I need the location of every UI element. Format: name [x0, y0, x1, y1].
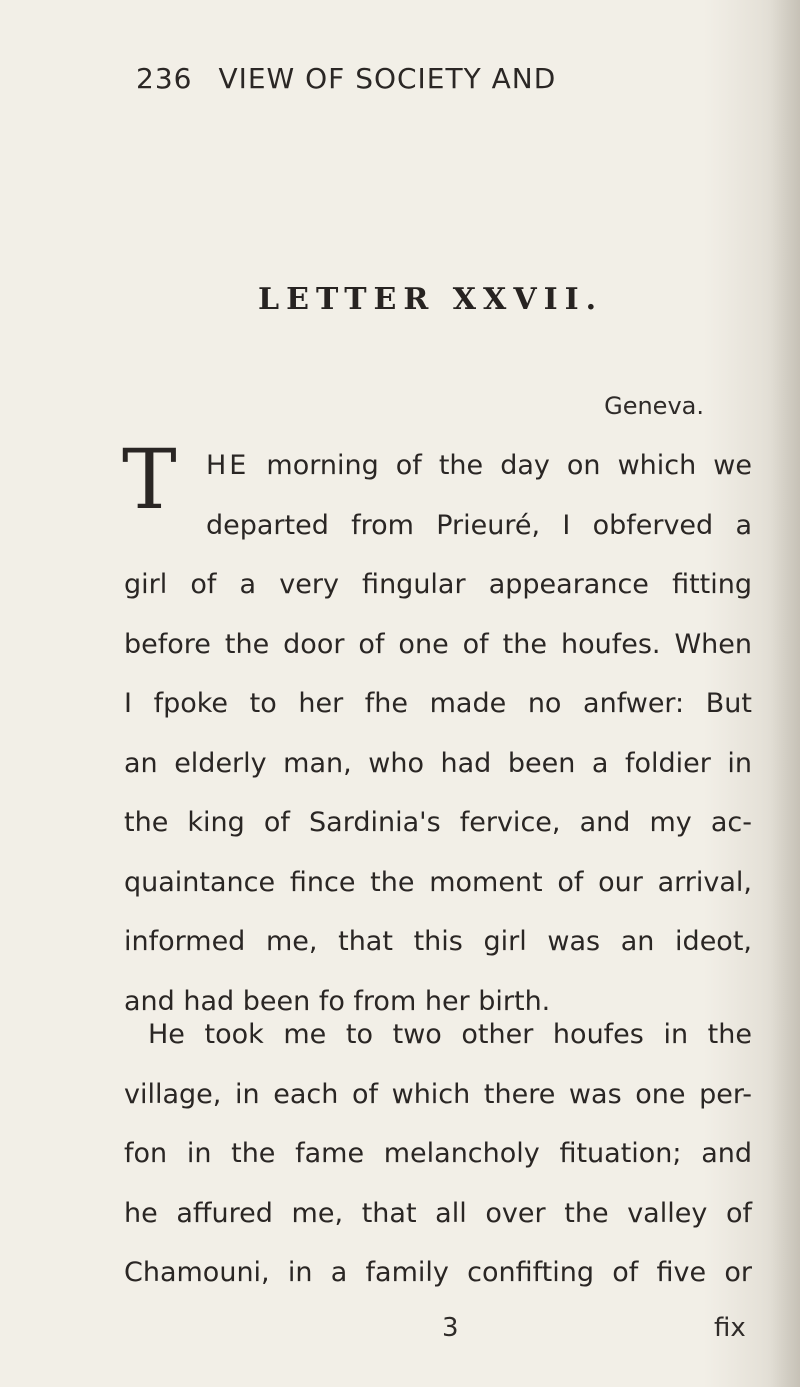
text-line: girl of a very fingular appearance fitting — [124, 569, 752, 600]
text-line: an elderly man, who had been a foldier in — [124, 747, 752, 779]
text-line: and had been fo from her birth. — [124, 985, 551, 1017]
text-line: village, in each of which there was one per- — [124, 1078, 752, 1110]
paragraph-2 — [124, 1005, 752, 1303]
signature-mark: 3 — [442, 1313, 459, 1343]
text-line: quaintance fince the moment of our arrival, — [124, 866, 752, 898]
text-line: Chamouni, in a family confifting of five or — [124, 1257, 752, 1288]
text-line — [124, 436, 752, 496]
text-line: I fpoke to her fhe made no anfwer: But — [124, 688, 752, 719]
letter-heading: LETTER XXVII. — [258, 282, 604, 317]
first-word-rest: HE — [206, 450, 250, 481]
catchword: fix — [714, 1313, 746, 1343]
text-line: departed from Prieuré, I obferved a — [206, 509, 752, 541]
text-line: the king of Sardinia's fervice, and my ac- — [124, 807, 752, 838]
text-line: informed me, that this girl was an ideot, — [124, 926, 752, 957]
running-title: VIEW OF SOCIETY AND — [218, 62, 557, 95]
paragraph-1 — [124, 436, 752, 1031]
page-number: 236 — [136, 62, 193, 95]
text-line: fon in the fame melancholy fituation; and — [124, 1138, 752, 1169]
place-line: Geneva. — [604, 392, 704, 420]
text-line: He took me to two other houfes in the — [148, 1019, 752, 1050]
text-line-content: morning of the day on which we — [266, 450, 752, 481]
text-line: he affured me, that all over the valley of — [124, 1197, 752, 1229]
page-edge-shadow — [770, 0, 800, 1387]
running-head — [136, 62, 676, 95]
drop-cap-letter: T — [122, 433, 177, 528]
text-line: before the door of one of the houfes. When — [124, 628, 752, 660]
